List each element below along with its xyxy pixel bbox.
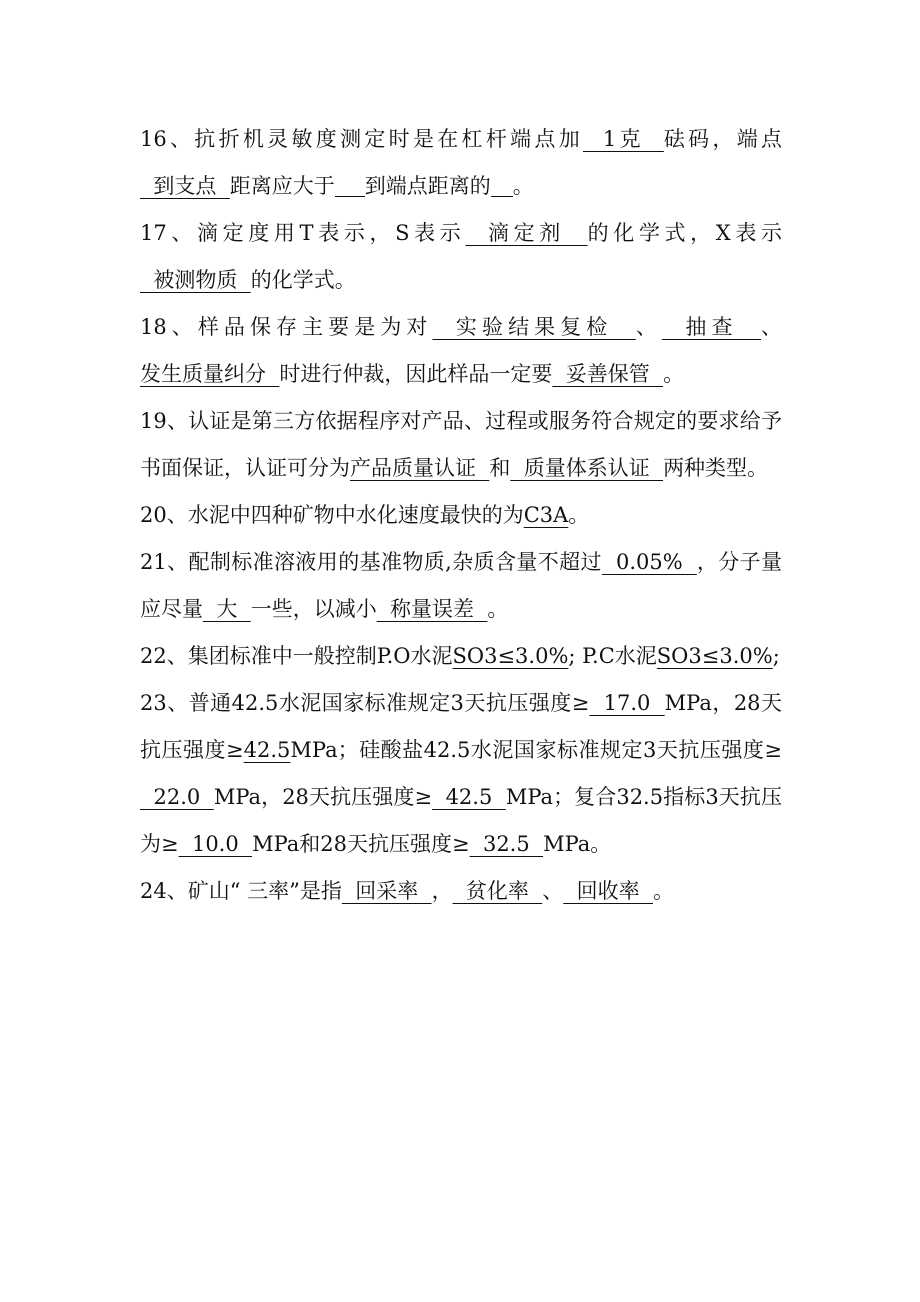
answer-blank: 抽查 [661,315,762,339]
answer-blank: 回收率 [563,879,653,903]
answer-blank: 被测物质 [140,268,251,292]
question-23: 23、普通42.5水泥国家标准规定3天抗压强度≥ 17.0 MPa，28天抗压强度≥42.5MPa；硅酸盐42.5水泥国家标准规定3天抗压强度≥ 22.0 MPa，28天抗压强度≥ 42.5 MPa；复合32.5指标3天抗压为≥ 10.0 MPa和28天抗压强度≥ 32.5 MPa。 [140,691,783,856]
answer-blank: 10.0 [178,832,253,856]
answer-blank: 42.5 [243,738,291,762]
empty-blank [491,195,513,197]
question-19: 19、认证是第三方依据程序对产品、过程或服务符合规定的要求给予书面保证，认证可分为产品质量认证 和 质量体系认证 两种类型。 [140,409,782,480]
question-20: 20、水泥中四种矿物中水化速度最快的为C3A。 [140,503,590,527]
answer-blank: 大 [203,597,251,621]
empty-blank [335,195,365,197]
answer-blank: 到支点 [140,174,230,198]
answer-blank: 17.0 [589,691,665,715]
answer-blank: 回采率 [341,879,432,903]
answer-blank: 32.5 [469,832,544,856]
question-21: 21、配制标准溶液用的基准物质,杂质含量不超过 0.05% ，分子量应尽量 大 一些，以减小 称量误差 。 [140,550,782,621]
answer-blank: 22.0 [140,785,214,809]
question-17: 17、滴定度用T表示，S表示 滴定剂 的化学式，X表示 被测物质 的化学式。 [140,221,782,292]
answer-blank: 产品质量认证 [350,456,490,480]
question-16: 16、抗折机灵敏度测定时是在杠杆端点加 1克 砝码，端点 到支点 距离应大于 到端点距离的 。 [140,127,782,198]
answer-blank: 1克 [583,127,664,151]
answer-blank: 质量体系认证 [510,456,664,480]
answer-blank: 实验结果复检 [432,315,636,339]
answer-blank: SO3≤3.0% [656,644,773,668]
question-24: 24、矿山“ 三率”是指 回采率 ， 贫化率 、 回收率 。 [140,879,674,903]
answer-blank: C3A [523,503,569,527]
answer-blank: 妥善保管 [552,362,664,386]
answer-blank: 42.5 [432,785,506,809]
question-18: 18、样品保存主要是为对 实验结果复检 、 抽查 、发生质量纠分 时进行仲裁，因此样品一定要 妥善保管 。 [140,315,783,386]
answer-blank: 滴定剂 [465,221,588,245]
question-list [140,116,782,915]
answer-blank: SO3≤3.0% [452,644,569,668]
question-22: 22、集团标准中一般控制P.O水泥SO3≤3.0%; P.C水泥SO3≤3.0%; [140,644,780,668]
answer-blank: 发生质量纠分 [140,362,280,386]
answer-blank: 贫化率 [452,879,543,903]
answer-blank: 0.05% [601,550,697,574]
answer-blank: 称量误差 [376,597,488,621]
